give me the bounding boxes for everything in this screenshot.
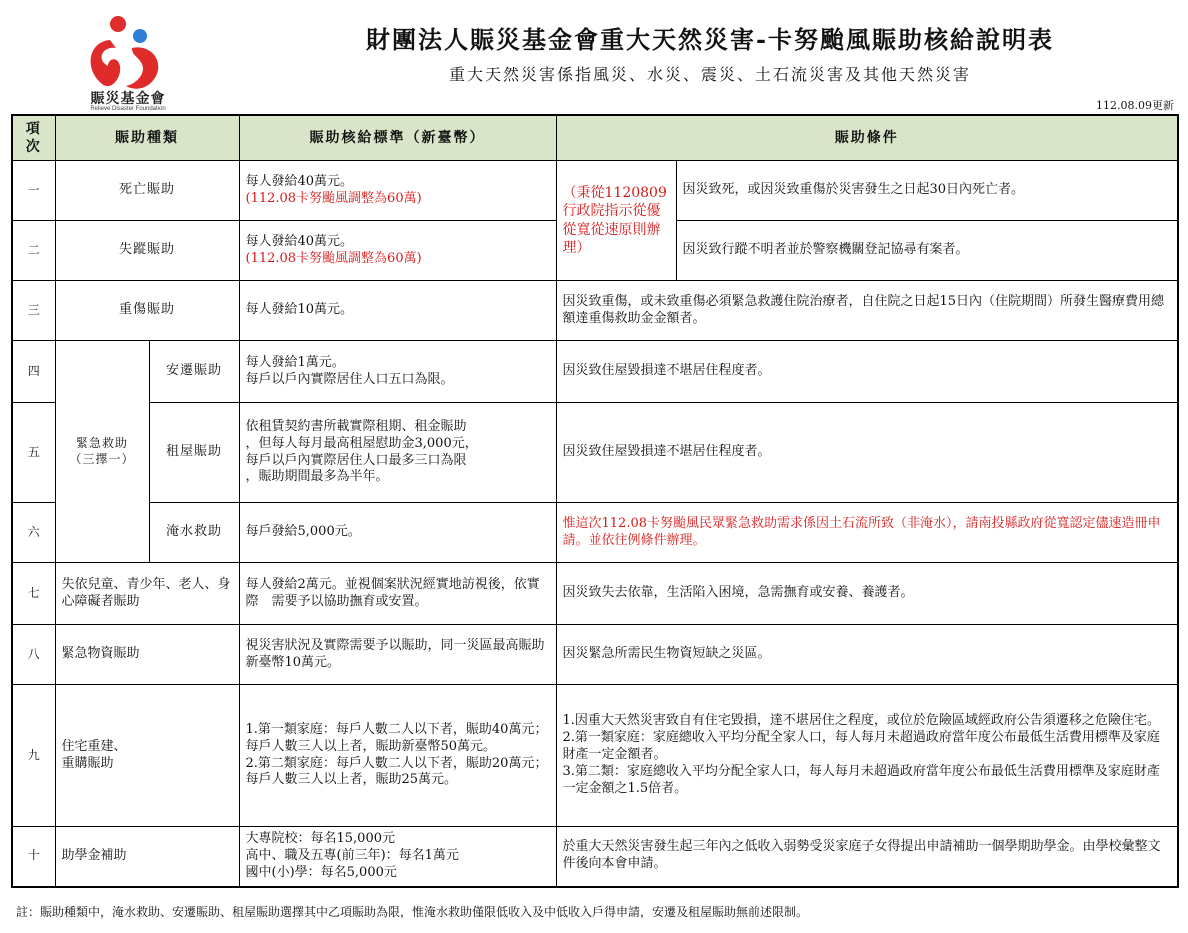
table-row: [12, 161, 1178, 221]
row-standard: 每人發給10萬元。: [239, 281, 556, 341]
row-type: 重傷賑助: [55, 281, 239, 341]
row-condition: 因災致重傷，或未致重傷必須緊急救護住院治療者，自住院之日起15日內（住院期間）所發生醫療費用總額達重傷救助金金額者。: [556, 281, 1178, 341]
row-no: 七: [12, 563, 55, 625]
table-row: [12, 341, 1178, 403]
row-condition: 因災致行蹤不明者並於警察機關登記協尋有案者。: [676, 221, 1178, 281]
row-type: 安遷賑助: [149, 341, 239, 403]
table-row: [12, 827, 1178, 887]
header-standard: 賑助核給標準（新臺幣）: [239, 115, 556, 161]
row-standard: [239, 161, 556, 221]
row-condition: 於重大天然災害發生起三年內之低收入弱勢受災家庭子女得提出申請補助一個學期助學金。由學校彙整文件後向本會申請。: [556, 827, 1178, 887]
page-subtitle: 重大天然災害係指風災、水災、震災、土石流災害及其他天然災害: [448, 65, 971, 84]
row-condition: 因災致住屋毀損達不堪居住程度者。: [556, 341, 1178, 403]
row-condition: 因災致住屋毀損達不堪居住程度者。: [556, 403, 1178, 503]
standard-adjust-note: (112.08卡努颱風調整為60萬): [245, 250, 422, 266]
logo-name: 賑災基金會: [90, 91, 166, 107]
row-type: 失依兒童、青少年、老人、身心障礙者賑助: [55, 563, 239, 625]
standard-adjust-note: (112.08卡努颱風調整為60萬): [245, 190, 422, 206]
row-no: 九: [12, 685, 55, 827]
updated-date: 112.08.09更新: [1096, 99, 1174, 112]
standard-text: 每人發給40萬元。: [245, 173, 354, 189]
row-type: 失蹤賑助: [55, 221, 239, 281]
row-type: 租屋賑助: [149, 403, 239, 503]
row-condition: 1.因重大天然災害致自有住宅毀損，達不堪居住之程度，或位於危險區域經政府公告須遷移之危險住宅。 2.第一類家庭：家庭總收入平均分配全家人口，每人每月未超過政府當年度公布最低生活費用標準及家庭財產一定金額者。 3.第二類：家庭總收入平均分配全家人口，每人每月未超過政府當年度公布最低生活費用標準及家庭財產一定金額之1.5倍者。: [556, 685, 1178, 827]
row-no: 八: [12, 625, 55, 685]
table-row: [12, 281, 1178, 341]
row-standard: 每人發給2萬元。並視個案狀況經實地訪視後，依實際 需要予以協助撫育或安置。: [239, 563, 556, 625]
logo-name-en: Relieve Disaster Foundation: [90, 106, 166, 112]
row-no: 十: [12, 827, 55, 887]
row-condition: 惟這次112.08卡努颱風民眾緊急救助需求係因土石流所致（非淹水），請南投縣政府從寬認定儘速造冊申請。並依往例條件辦理。: [556, 503, 1178, 563]
row-standard: [239, 221, 556, 281]
row-standard: 依租賃契約書所載實際租期、租金賑助 ，但每人每月最高租屋慰助金3,000元， 每戶以戶內實際居住人口最多三口為限 ，賑助期間最多為半年。: [239, 403, 556, 503]
row-no: 三: [12, 281, 55, 341]
row-condition: 因災致死，或因災致重傷於災害發生之日起30日內死亡者。: [676, 161, 1178, 221]
relief-table: [11, 114, 1179, 888]
row-type: 緊急物資賑助: [55, 625, 239, 685]
row-no: 六: [12, 503, 55, 563]
policy-note: （秉從1120809行政院指示從優從寬從速原則辦理）: [556, 161, 676, 281]
row-no: 一: [12, 161, 55, 221]
header-type: 賑助種類: [55, 115, 239, 161]
row-condition: 因災緊急所需民生物資短缺之災區。: [556, 625, 1178, 685]
footnote: 註：賑助種類中，淹水救助、安遷賑助、租屋賑助選擇其中乙項賑助為限，惟淹水救助僅限低收入及中低收入戶得申請，安遷及租屋賑助無前述限制。: [16, 905, 809, 919]
table-row: [12, 685, 1178, 827]
table-row: [12, 625, 1178, 685]
row-no: 五: [12, 403, 55, 503]
header-no: 項次: [12, 115, 55, 161]
table-header-row: [12, 115, 1178, 161]
row-standard: 視災害狀況及實際需要予以賑助，同一災區最高賑助新臺幣10萬元。: [239, 625, 556, 685]
row-type: 住宅重建、 重購賑助: [55, 685, 239, 827]
table-row: [12, 503, 1178, 563]
table-row: [12, 403, 1178, 503]
table-row: [12, 563, 1178, 625]
header-condition: 賑助條件: [556, 115, 1178, 161]
row-standard: 1.第一類家庭：每戶人數二人以下者，賑助40萬元；每戶人數三人以上者，賑助新臺幣50萬元。 2.第二類家庭：每戶人數二人以下者，賑助20萬元；每戶人數三人以上者，賑助25萬元。: [239, 685, 556, 827]
row-standard: 大專院校：每名15,000元 高中、職及五專(前三年)：每名1萬元 國中(小)學：每名5,000元: [239, 827, 556, 887]
row-standard: 每戶發給5,000元。: [239, 503, 556, 563]
row-type: 死亡賑助: [55, 161, 239, 221]
row-type: 助學金補助: [55, 827, 239, 887]
group-label: 緊急救助 （三擇一）: [55, 341, 149, 563]
row-no: 二: [12, 221, 55, 281]
page-title: 財團法人賑災基金會重大天然災害-卡努颱風賑助核給說明表: [366, 25, 1054, 54]
row-no: 四: [12, 341, 55, 403]
row-condition: 因災致失去依靠，生活陷入困境，急需撫育或安養、養護者。: [556, 563, 1178, 625]
row-standard: 每人發給1萬元。 每戶以戶內實際居住人口五口為限。: [239, 341, 556, 403]
row-type: 淹水救助: [149, 503, 239, 563]
standard-text: 每人發給40萬元。: [245, 233, 354, 249]
